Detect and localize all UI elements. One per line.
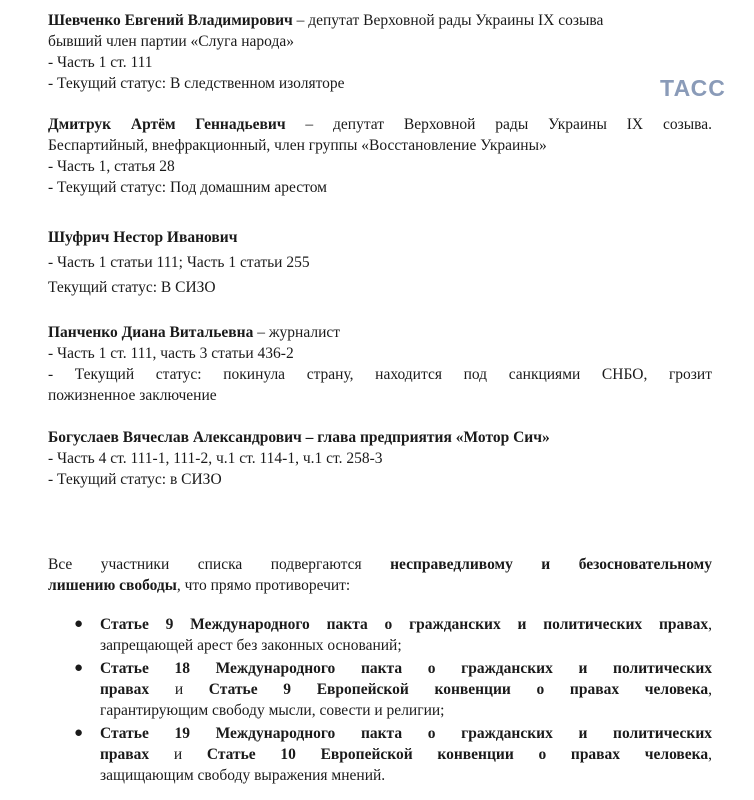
list-item-text: и	[149, 681, 209, 698]
article-reference: правах	[100, 681, 150, 698]
bullet-icon: ●	[74, 616, 84, 632]
article-reference: Статье 10 Европейской конвенции о правах человека	[206, 746, 709, 763]
violations-list	[48, 614, 712, 786]
person-heading	[48, 10, 712, 31]
person-entry-panchenko	[48, 322, 712, 406]
list-item	[48, 658, 712, 721]
list-item-line	[100, 679, 712, 700]
person-status: - Текущий статус: в СИЗО	[48, 471, 222, 488]
summary-text: Все участники списка подвергаются	[48, 556, 391, 573]
person-charge: - Часть 1 ст. 111	[48, 54, 153, 71]
person-heading	[48, 427, 712, 448]
list-item-line	[100, 744, 712, 765]
list-item-line	[100, 658, 712, 679]
person-charge: - Часть 1 статьи 111; Часть 1 статьи 255	[48, 254, 310, 271]
article-reference: Статье 9 Международного пакта о гражданских и политических правах	[100, 616, 709, 633]
bullet-icon: ●	[74, 660, 84, 676]
person-entry-dmitruk	[48, 114, 712, 198]
list-item-line	[100, 723, 712, 744]
person-status: - Текущий статус: В следственном изоляторе	[48, 75, 345, 92]
article-reference: Статье 9 Европейской конвенции о правах человека	[208, 681, 709, 698]
summary-emphasis: несправедливому и безосновательному	[390, 556, 712, 573]
person-heading	[48, 114, 712, 135]
article-reference: Статье 18 Международного пакта о гражданских и политических	[100, 660, 712, 677]
person-status: - Текущий статус: Под домашним арестом	[48, 179, 327, 196]
tass-watermark: ТАСС	[660, 75, 726, 101]
person-status: Текущий статус: В СИЗО	[48, 279, 216, 296]
person-charge: - Часть 1 ст. 111, часть 3 статьи 436-2	[48, 345, 294, 362]
list-item-text: ,	[708, 746, 712, 763]
list-item-line	[100, 614, 712, 635]
person-charge: - Часть 4 ст. 111-1, 111-2, ч.1 ст. 114-1, ч.1 ст. 258-3	[48, 450, 383, 467]
person-description: – журналист	[253, 324, 341, 341]
person-name: Шевченко Евгений Владимирович	[48, 12, 293, 29]
person-name: Богуслаев Вячеслав Александрович – глава предприятия «Мотор Сич»	[48, 429, 550, 446]
person-name: Шуфрич Нестор Иванович	[48, 229, 238, 246]
list-item-line: запрещающей арест без законных оснований;	[100, 637, 402, 654]
person-status: - Текущий статус: покинула страну, находится под санкциями СНБО, грозит	[48, 366, 712, 383]
person-entry-shufrich	[48, 227, 712, 298]
person-name: Панченко Диана Витальевна	[48, 324, 254, 341]
list-item	[48, 614, 712, 656]
person-entry-shevchenko	[48, 10, 712, 94]
article-reference: правах	[100, 746, 150, 763]
person-description: – депутат Верховной рады Украины IX созыва	[292, 12, 604, 29]
person-heading	[48, 322, 712, 343]
article-reference: Статье 19 Международного пакта о гражданских и политических	[100, 725, 712, 742]
summary-line-1	[48, 554, 712, 575]
person-description-cont: бывший член партии «Слуга народа»	[48, 33, 294, 50]
list-item-line: защищающим свободу выражения мнений.	[100, 767, 386, 784]
list-item-text: и	[149, 746, 207, 763]
summary-paragraph	[48, 554, 712, 596]
person-entry-boguslaev	[48, 427, 712, 490]
person-charge: - Часть 1, статья 28	[48, 158, 175, 175]
summary-emphasis: лишению свободы	[48, 577, 177, 594]
bullet-icon: ●	[74, 725, 84, 741]
summary-line-2	[48, 575, 712, 596]
list-item	[48, 723, 712, 786]
list-item-text: ,	[708, 681, 712, 698]
person-status-cont: пожизненное заключение	[48, 387, 217, 404]
list-item-text: ,	[708, 616, 712, 633]
person-name: Дмитрук Артём Геннадьевич	[48, 116, 286, 133]
list-item-line: гарантирующим свободу мысли, совести и религии;	[100, 702, 445, 719]
person-description: – депутат Верховной рады Украины IX созыва.	[285, 116, 712, 133]
person-description-cont: Беспартийный, внефракционный, член группы «Восстановление Украины»	[48, 137, 547, 154]
person-heading	[48, 227, 712, 248]
summary-text: , что прямо противоречит:	[176, 577, 351, 594]
